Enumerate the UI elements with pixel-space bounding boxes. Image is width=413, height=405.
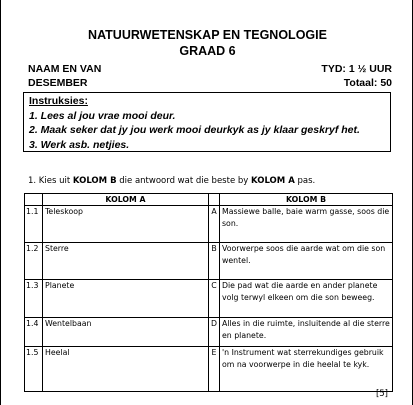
grade-label: GRAAD 6	[179, 44, 236, 58]
table-row	[25, 206, 393, 243]
instruction-item: 2. Maak seker dat jy jou werk mooi deurkyk as jy klaar geskryf het.	[29, 124, 360, 136]
question-text	[28, 176, 315, 187]
row-number: 1.5	[25, 347, 43, 392]
row-letter: D	[209, 318, 220, 347]
row-term: Sterre	[43, 243, 209, 280]
row-term: Planete	[43, 280, 209, 318]
matching-table	[24, 193, 393, 392]
exam-title: NATUURWETENSKAP EN TEGNOLOGIE	[88, 28, 327, 42]
table-row	[25, 347, 393, 392]
row-term: Heelal	[43, 347, 209, 392]
instruction-item: 1. Lees al jou vrae mooi deur.	[29, 109, 176, 122]
row-number: 1.1	[25, 206, 43, 243]
header-spacer	[25, 194, 43, 206]
name-label: NAAM EN VAN	[28, 63, 102, 75]
header-kolom-b: KOLOM B	[220, 194, 393, 206]
question-col-a: KOLOM A	[251, 176, 295, 186]
time-label: TYD: 1 ½ UUR	[321, 63, 392, 75]
row-letter: B	[209, 243, 220, 280]
header-spacer	[209, 194, 220, 206]
table-header-row	[25, 194, 393, 206]
instructions-heading: Instruksies:	[29, 95, 88, 107]
row-description: Massiewe balle, baie warm gasse, soos die son.	[220, 206, 393, 243]
question-col-b: KOLOM B	[72, 176, 117, 186]
row-number: 1.2	[25, 243, 43, 280]
row-letter: A	[209, 206, 220, 243]
row-description: Alles in die ruimte, insluitende al die sterre en planete.	[220, 318, 393, 347]
table-row	[25, 280, 393, 318]
total-marks-label: Totaal: 50	[343, 77, 392, 89]
row-term: Teleskoop	[43, 206, 209, 243]
instructions-box	[23, 92, 391, 152]
row-letter: E	[209, 347, 220, 392]
table-row	[25, 318, 393, 347]
row-number: 1.4	[25, 318, 43, 347]
question-middle: die antwoord wat die beste by	[116, 176, 252, 186]
row-number: 1.3	[25, 280, 43, 318]
row-letter: C	[209, 280, 220, 318]
row-description: Die pad wat die aarde en ander planete volg terwyl elkeen om die son beweeg.	[220, 280, 393, 318]
header-kolom-a: KOLOM A	[43, 194, 209, 206]
table-row	[25, 243, 393, 280]
instruction-item: 3. Werk asb. netjies.	[29, 138, 130, 151]
row-description: 'n Instrument wat sterrekundiges gebruik om na voorwerpe in die heelal te kyk.	[220, 347, 393, 392]
row-term: Wentelbaan	[43, 318, 209, 347]
month-label: DESEMBER	[28, 77, 88, 89]
row-description: Voorwerpe soos die aarde wat om die son wentel.	[220, 243, 393, 280]
question-prefix: 1. Kies uit	[28, 176, 73, 186]
question-suffix: pas.	[294, 176, 316, 186]
section-marks: [5]	[375, 389, 388, 399]
